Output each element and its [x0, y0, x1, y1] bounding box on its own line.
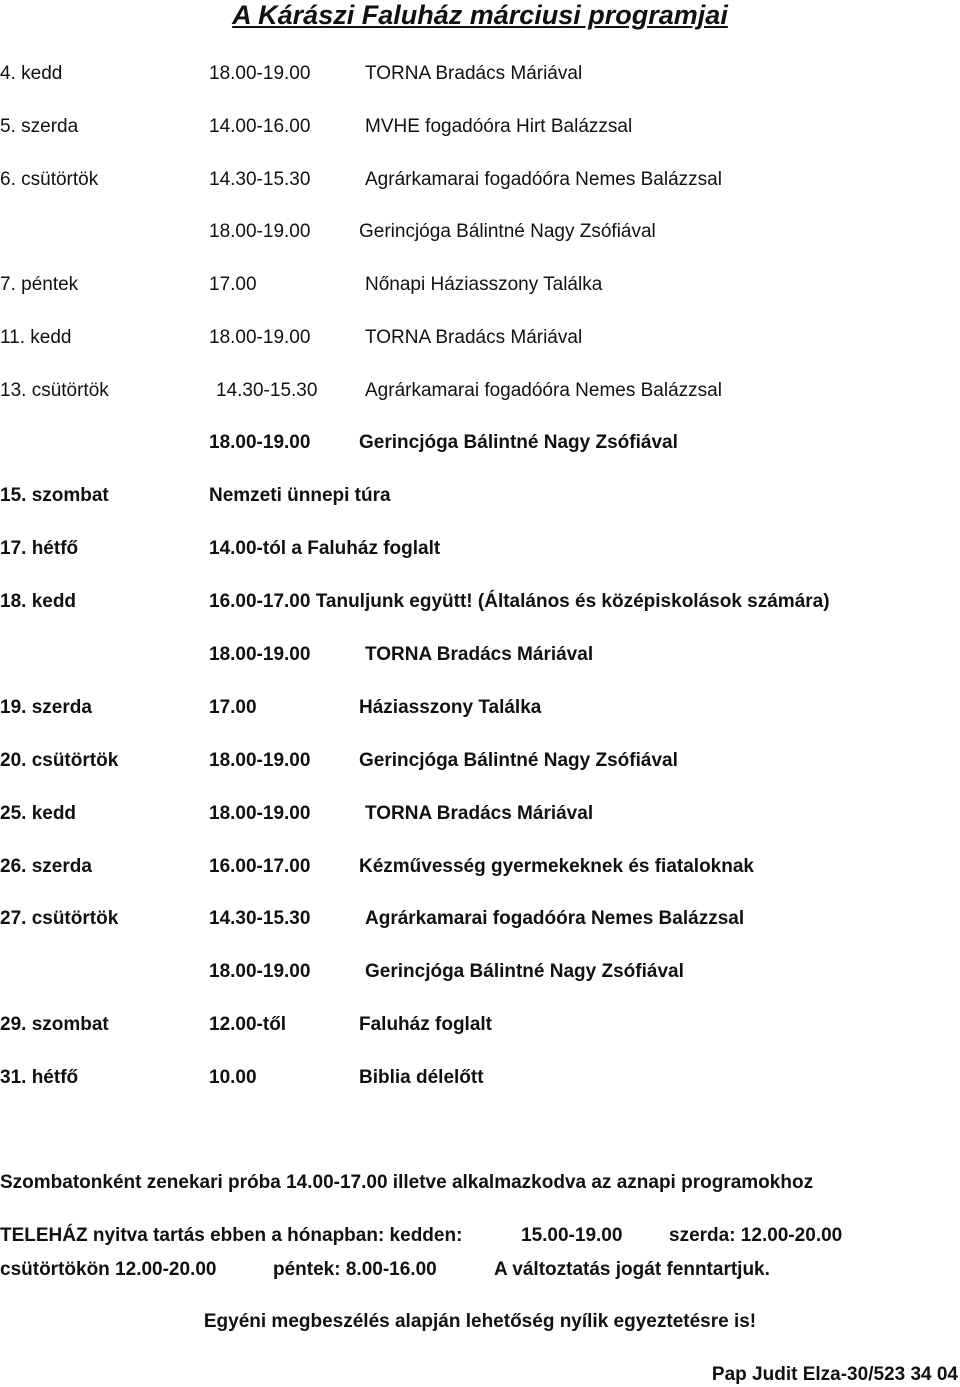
row-time: 14.00-16.00 — [209, 116, 311, 137]
row-day: 25. kedd — [0, 803, 77, 824]
row-time: 16.00-17.00 Tanuljunk együtt! (Általános és középiskolások számára) — [209, 591, 830, 612]
thursday-hours: csütörtökön 12.00-20.00 — [0, 1259, 217, 1280]
row-time: 18.00-19.00 — [209, 63, 311, 84]
row-event: Biblia délelőtt — [359, 1067, 484, 1088]
tuesday-hours: 15.00-19.00 — [521, 1225, 623, 1246]
row-day: 4. kedd — [0, 63, 63, 84]
row-event: TORNA Bradács Máriával — [365, 63, 583, 84]
row-day: 6. csütörtök — [0, 169, 99, 190]
contact-info: Pap Judit Elza-30/523 34 04 — [711, 1364, 958, 1385]
row-time: 10.00 — [209, 1067, 257, 1088]
row-day: 18. kedd — [0, 591, 77, 612]
row-time: 18.00-19.00 — [209, 750, 311, 771]
row-event: Agrárkamarai fogadóóra Nemes Balázzsal — [365, 908, 745, 929]
row-day: 13. csütörtök — [0, 380, 109, 401]
changes-note: A változtatás jogát fenntartjuk. — [494, 1259, 770, 1280]
row-day: 11. kedd — [0, 327, 72, 348]
row-time: Nemzeti ünnepi túra — [209, 485, 391, 506]
row-day: 7. péntek — [0, 274, 79, 295]
row-time: 18.00-19.00 — [209, 961, 311, 982]
row-time: 14.30-15.30 — [209, 908, 311, 929]
telehaz-label: TELEHÁZ nyitva tartás ebben a hónapban: kedden: — [0, 1225, 463, 1246]
row-day: 17. hétfő — [0, 538, 79, 559]
row-event: TORNA Bradács Máriával — [365, 644, 594, 665]
row-time: 17.00 — [209, 274, 257, 295]
row-day: 20. csütörtök — [0, 750, 119, 771]
row-time: 18.00-19.00 — [209, 803, 311, 824]
row-day: 19. szerda — [0, 697, 92, 718]
row-day: 5. szerda — [0, 116, 79, 137]
row-event: Nőnapi Háziasszony Találka — [365, 274, 603, 295]
friday-hours: péntek: 8.00-16.00 — [273, 1259, 437, 1280]
row-event: TORNA Bradács Máriával — [365, 803, 594, 824]
row-time: 16.00-17.00 — [209, 856, 311, 877]
row-time: 18.00-19.00 — [209, 221, 311, 242]
row-event: Gerincjóga Bálintné Nagy Zsófiával — [359, 432, 678, 453]
rehearsal-note: Szombatonként zenekari próba 14.00-17.00 illetve alkalmazkodva az aznapi programokhoz — [0, 1172, 814, 1193]
row-event: Gerincjóga Bálintné Nagy Zsófiával — [359, 221, 656, 242]
row-event: MVHE fogadóóra Hirt Balázzsal — [365, 116, 633, 137]
row-day: 15. szombat — [0, 485, 109, 506]
page-title: A Kárászi Faluház márciusi programjai — [232, 0, 728, 30]
row-event: Kézművesség gyermekeknek és fiataloknak — [359, 856, 754, 877]
row-time: 18.00-19.00 — [209, 327, 311, 348]
row-time: 12.00-től — [209, 1014, 287, 1035]
row-event: Gerincjóga Bálintné Nagy Zsófiával — [359, 750, 678, 771]
wednesday-hours: szerda: 12.00-20.00 — [669, 1225, 843, 1246]
row-event: Agrárkamarai fogadóóra Nemes Balázzsal — [365, 169, 722, 190]
row-time: 18.00-19.00 — [209, 432, 311, 453]
row-event: Agrárkamarai fogadóóra Nemes Balázzsal — [365, 380, 722, 401]
row-time: 18.00-19.00 — [209, 644, 311, 665]
row-day: 26. szerda — [0, 856, 92, 877]
row-day: 27. csütörtök — [0, 908, 119, 929]
appointment-note: Egyéni megbeszélés alapján lehetőség nyílik egyeztetésre is! — [203, 1311, 757, 1332]
row-event: Háziasszony Találka — [359, 697, 542, 718]
row-time: 14.00-tól a Faluház foglalt — [209, 538, 441, 559]
row-time: 14.30-15.30 — [216, 380, 318, 401]
row-day: 31. hétfő — [0, 1067, 79, 1088]
row-event: Gerincjóga Bálintné Nagy Zsófiával — [365, 961, 684, 982]
row-time: 17.00 — [209, 697, 257, 718]
row-event: TORNA Bradács Máriával — [365, 327, 583, 348]
row-time: 14.30-15.30 — [209, 169, 311, 190]
row-event: Faluház foglalt — [359, 1014, 492, 1035]
row-day: 29. szombat — [0, 1014, 109, 1035]
